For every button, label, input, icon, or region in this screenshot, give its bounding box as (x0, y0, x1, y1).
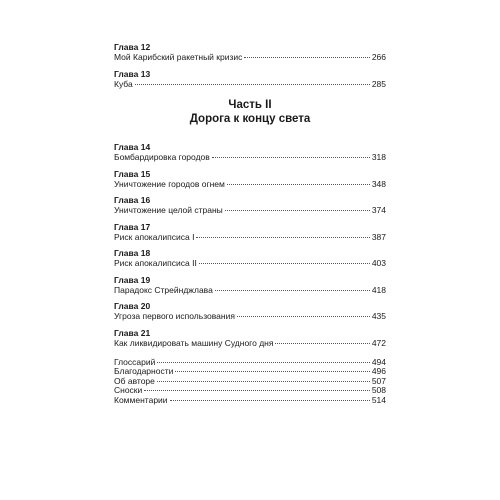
chapter-title: Мой Карибский ракетный кризис (114, 52, 243, 62)
toc-entry-chapter-15 (114, 169, 386, 190)
dot-leader (199, 263, 370, 264)
section-title: Об авторе (114, 375, 155, 386)
dot-leader (227, 184, 370, 185)
page-number: 435 (371, 311, 386, 321)
page-number: 494 (371, 357, 386, 367)
toc-entry-chapter-16 (114, 195, 386, 216)
page-number: 514 (371, 394, 386, 405)
dot-leader (196, 237, 369, 238)
part-title: Часть II (228, 99, 272, 111)
chapter-title: Риск апокалипсиса I (114, 231, 195, 242)
toc-line (114, 311, 386, 322)
toc-line (114, 52, 386, 63)
chapter-label: Глава 18 (114, 248, 151, 258)
chapter-title: Парадокс Стрейнджлава (114, 284, 213, 295)
dot-leader (157, 362, 369, 363)
toc-entry-about-author (114, 377, 386, 386)
page-number: 285 (371, 78, 386, 89)
toc-entry-comments (114, 396, 386, 405)
section-title: Комментарии (114, 394, 168, 405)
chapter-title: Риск апокалипсиса II (114, 258, 197, 268)
backmatter-list (114, 358, 386, 405)
dot-leader (157, 381, 370, 382)
chapter-label: Глава 13 (114, 68, 151, 79)
dot-leader (244, 57, 369, 58)
page-number: 403 (371, 258, 386, 268)
toc-entry-chapter-19 (114, 275, 386, 296)
toc-line (114, 232, 386, 243)
dot-leader (170, 400, 370, 401)
chapter-label: Глава 19 (114, 274, 151, 285)
dot-leader (275, 343, 369, 344)
chapter-label: Глава 14 (114, 142, 151, 152)
chapter-label: Глава 20 (114, 301, 151, 311)
page-number: 418 (371, 284, 386, 295)
toc-line (114, 152, 386, 163)
chapter-title: Куба (114, 78, 133, 89)
dot-leader (215, 290, 370, 291)
chapter-title: Уничтожение городов огнем (114, 178, 225, 189)
part-subtitle: Дорога к концу света (189, 112, 311, 125)
toc-line (114, 205, 386, 216)
dot-leader (135, 84, 370, 85)
page-number: 507 (371, 375, 386, 386)
toc-line (114, 338, 386, 349)
page-number: 472 (371, 337, 386, 348)
page-number: 266 (371, 52, 386, 62)
toc-line (114, 258, 386, 269)
toc-entry-chapter-18 (114, 248, 386, 269)
dot-leader (144, 390, 370, 391)
chapter-label: Глава 12 (114, 42, 151, 52)
toc-line (114, 79, 386, 90)
chapter-title: Бомбардировка городов (114, 152, 210, 162)
toc-entry-chapter-14 (114, 142, 386, 163)
dot-leader (225, 210, 370, 211)
dot-leader (175, 371, 369, 372)
chapter-title: Уничтожение целой страны (114, 205, 223, 215)
toc-entry-chapter-21 (114, 328, 386, 349)
chapter-title: Как ликвидировать машину Судного дня (114, 337, 274, 348)
toc-entry-chapter-20 (114, 301, 386, 322)
section-title: Благодарности (114, 366, 174, 377)
part-heading (114, 99, 386, 126)
toc-entry-chapter-17 (114, 222, 386, 243)
page-number: 374 (371, 205, 386, 215)
chapter-label: Глава 17 (114, 221, 151, 232)
page-number: 348 (371, 178, 386, 189)
chapter-label: Глава 16 (114, 195, 151, 205)
page-number: 496 (371, 366, 386, 377)
page-number: 508 (371, 385, 386, 396)
dot-leader (212, 157, 370, 158)
chapter-label: Глава 15 (114, 168, 151, 179)
chapter-title: Угроза первого использования (114, 311, 235, 321)
page-number: 318 (371, 152, 386, 162)
toc-line (114, 285, 386, 296)
toc-entry-chapter-12 (114, 42, 386, 63)
page-number: 387 (371, 231, 386, 242)
section-title: Сноски (114, 385, 143, 396)
toc-line (114, 179, 386, 190)
section-title: Глоссарий (114, 357, 156, 367)
dot-leader (237, 316, 370, 317)
toc-entry-chapter-13 (114, 69, 386, 90)
table-of-contents (114, 42, 386, 405)
chapter-label: Глава 21 (114, 327, 151, 338)
